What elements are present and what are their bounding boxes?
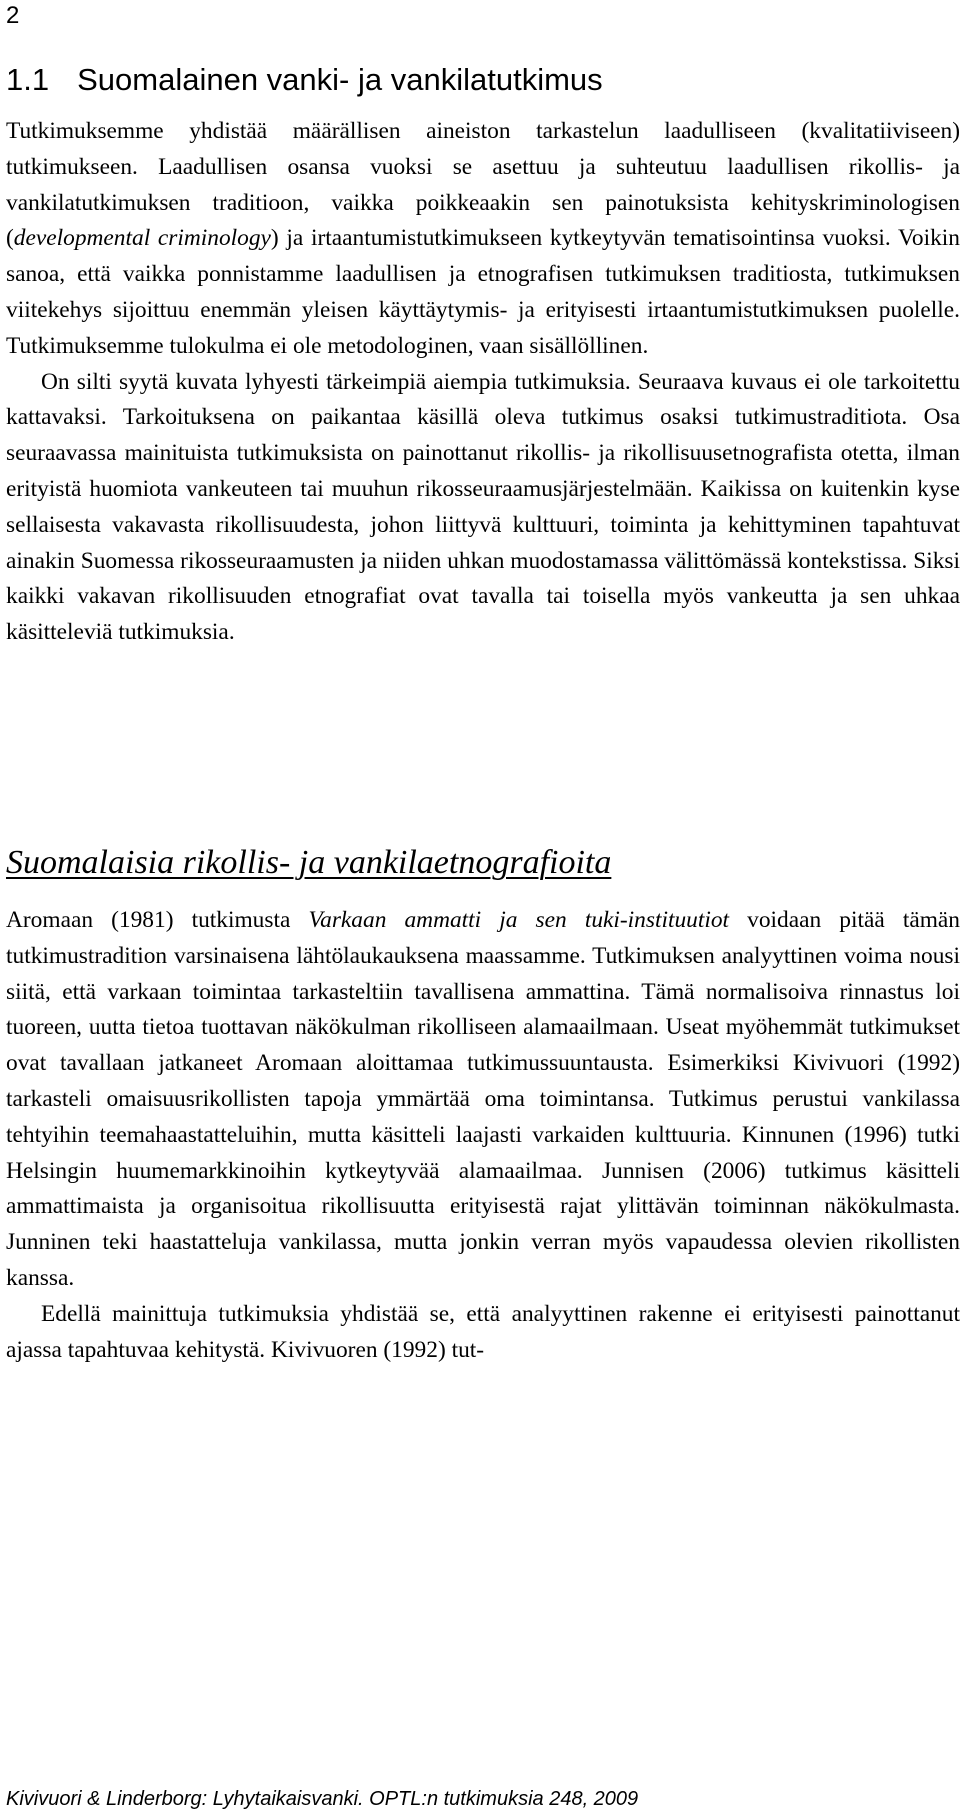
body-text-block-1 xyxy=(6,114,960,651)
body-text-block-2 xyxy=(6,903,960,1368)
paragraph-1-italic-term: developmental criminology xyxy=(13,225,271,252)
paragraph-3 xyxy=(6,903,960,1297)
section-title-text: Suomalainen vanki- ja vankilatutkimus xyxy=(77,62,603,97)
paragraph-3-text: Aromaan (1981) tutkimusta xyxy=(6,907,309,933)
paragraph-4: Edellä mainittuja tutkimuksia yhdistää se, että analyyttinen rakenne ei erityisesti painottanut ajassa tapahtuvaa kehitystä. Kivivuoren (1992) tut- xyxy=(6,1300,960,1363)
paragraph-3-italic-title: Varkaan ammatti ja sen tuki-instituutiot xyxy=(308,907,730,933)
section-number: 1.1 xyxy=(6,62,50,97)
paragraph-2: On silti syytä kuvata lyhyesti tärkeimpiä aiempia tutkimuksia. Seuraava kuvaus ei ole tarkoitettu kattavaksi. Tarkoituksena on paikantaa käsillä oleva tutkimus osaksi tutkimustraditiota. Osa seuraavassa mainituista tutkimuksista on painottanut rikollis- ja rikollisuusetnografista otetta, ilman erityistä huomiota vankeuteen tai muuhun rikosseuraamusjärjestelmään. Kaikissa on kuitenkin kyse sellaisesta vakavasta rikollisuudesta, johon liittyvä kulttuuri, toiminta ja kehittyminen tapahtuvat ainakin Suomessa rikosseuraamusten ja niiden uhkan muodostamassa välittömässä kontekstissa. Siksi kaikki vakavan rikollisuuden etnografiat ovat tavalla tai toisella myös vankeutta ja sen uhkaa käsitteleviä tutkimuksia. xyxy=(6,368,960,646)
page-number: 2 xyxy=(6,2,20,29)
paragraph-1-text: Tutkimuksemme yhdistää määrällisen aineiston tarkastelun laadulliseen (kvalitatiiviseen) tutkimukseen. Laadullisen osansa vuoksi se asettuu ja suhteutuu laadullisen rikollis- ja vankilatutkimuksen traditioon, vaikka poikkeaakin sen painotuksista kehityskriminologisen ( xyxy=(6,118,960,252)
paragraph-1 xyxy=(6,114,960,365)
paragraph-3-rest: voidaan pitää tämän tutkimustradition varsinaisena lähtölaukauksena maassamme. Tutkimuksen analyyttinen voima nousi siitä, että varkaan toimintaa tarkasteltiin tavallisena ammattina. Tämä normalisoiva rinnastus loi tuoreen, uutta tietoa tuottavan näkökulman rikolliseen alamaailmaan. Useat myöhemmät tutkimukset ovat tavallaan jatkaneet Aromaan aloittamaa tutkimussuuntausta. Esimerkiksi Kivivuori (1992) tarkasteli omaisuusrikollisten tapoja ymmärtää oma toimintansa. Tutkimus perustui vankilassa tehtyihin teemahaastatteluihin, mutta käsitteli laajasti varkaiden kulttuuria. Kinnunen (1996) tutki Helsingin huumemarkkinoihin kytkeytyvää alamaailmaa. Junnisen (2006) tutkimus käsitteli ammattimaista ja organisoitua rikollisuutta erityisestä rajat ylittävän toiminnan näkökulmasta. Junninen teki haastatteluja vankilassa, mutta jonkin verran myös vapaudessa olevien rikollisten kanssa. xyxy=(6,907,960,1291)
section-title xyxy=(6,60,603,100)
paragraph-1-rest: ) ja irtaantumistutkimukseen kytkeytyvän tematisointinsa vuoksi. Voikin sanoa, että vaikka ponnistamme laadullisen ja etnografisen tutkimuksen traditiosta, tutkimuksen viitekehys sijoittuu enemmän yleisen käyttäytymis- ja erityisesti irtaantumistutkimuksen puolelle. Tutkimuksemme tulokulma ei ole metodologinen, vaan sisällöllinen. xyxy=(6,225,960,359)
page-footer: Kivivuori & Linderborg: Lyhytaikaisvanki. OPTL:n tutkimuksia 248, 2009 xyxy=(6,1788,639,1810)
subheading: Suomalaisia rikollis- ja vankilaetnografioita xyxy=(6,844,612,881)
